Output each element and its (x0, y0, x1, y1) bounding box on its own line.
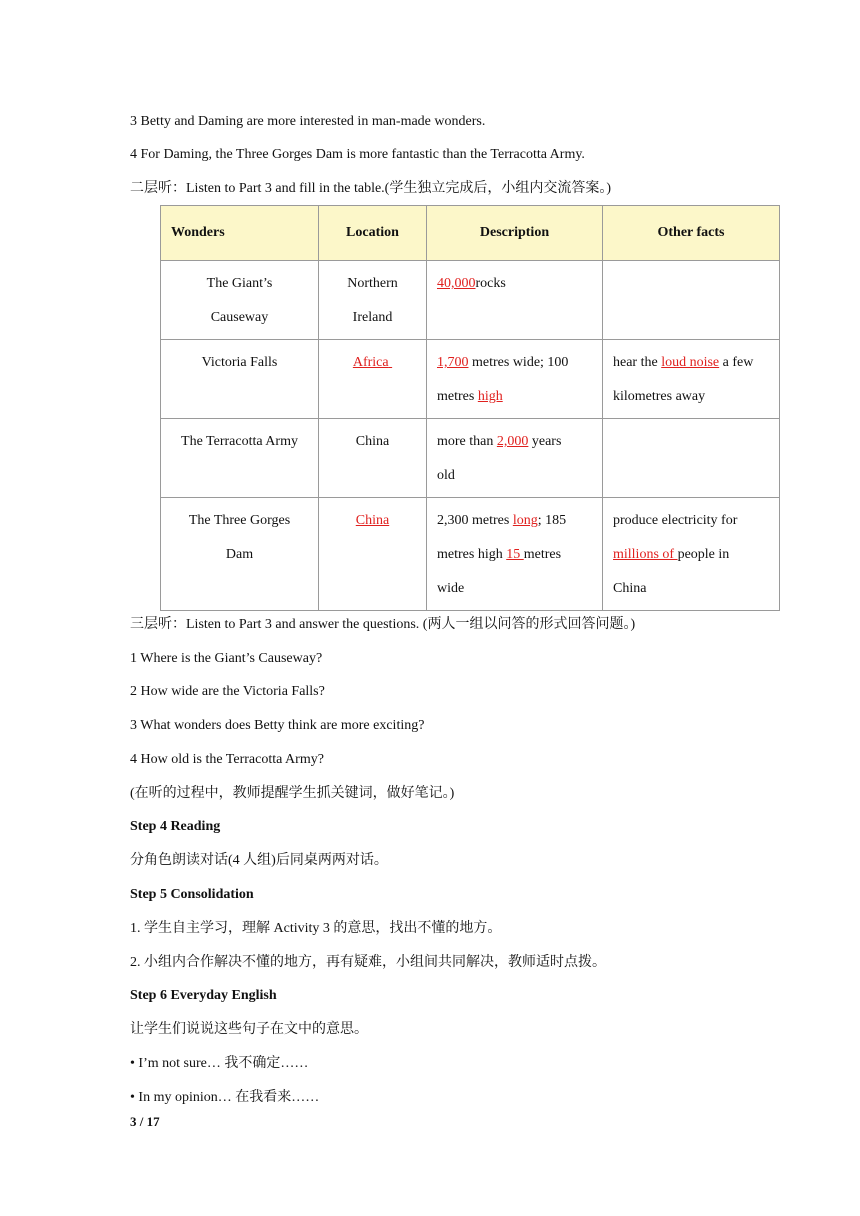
step5-heading: Step 5 Consolidation (130, 887, 254, 902)
step4-heading: Step 4 Reading (130, 819, 221, 834)
step6-text: 让学生们说说这些句子在文中的意思。 (130, 1022, 368, 1037)
question-1: 1 Where is the Giant’s Causeway? (130, 651, 323, 666)
cell-description: 2,300 metres long; 185 metres high 15 metres wide (427, 498, 603, 611)
cell-location: China (319, 419, 427, 498)
answer-blank: 1,700 (437, 355, 469, 370)
cell-location: Northern Ireland (319, 261, 427, 340)
cell-other-facts: hear the loud noise a few kilometres away (603, 340, 780, 419)
third-listen-instruction: 三层听：Listen to Part 3 and answer the questions. (两人一组以问答的形式回答问题。) (130, 617, 636, 632)
cell-wonder: The Giant’s Causeway (161, 261, 319, 340)
question-3: 3 What wonders does Betty think are more exciting? (130, 718, 425, 733)
answer-blank: high (477, 389, 503, 404)
answer-blank: Africa (352, 355, 389, 370)
cell-description: more than 2,000 years old (427, 419, 603, 498)
header-location: Location (319, 206, 427, 261)
teacher-note: (在听的过程中，教师提醒学生抓关键词，做好笔记。) (130, 786, 455, 801)
page-number: 3 / 17 (130, 1114, 160, 1129)
answer-blank: long (512, 513, 538, 528)
cell-wonder: The Three Gorges Dam (161, 498, 319, 611)
statement-3: 3 Betty and Daming are more interested in man-made wonders. (130, 114, 486, 129)
answer-blank: 15 (506, 547, 524, 562)
table-row (161, 261, 780, 340)
cell-wonder: The Terracotta Army (161, 419, 319, 498)
table-row (161, 340, 780, 419)
statement-4: 4 For Daming, the Three Gorges Dam is more fantastic than the Terracotta Army. (130, 147, 585, 162)
answer-blank: 2,000 (496, 434, 529, 449)
header-description: Description (427, 206, 603, 261)
step4-text: 分角色朗读对话(4 人组)后同桌两两对话。 (130, 853, 388, 868)
table-row (161, 419, 780, 498)
table-row (161, 498, 780, 611)
question-4: 4 How old is the Terracotta Army? (130, 752, 324, 767)
cell-description: 1,700 metres wide; 100 metres high (427, 340, 603, 419)
cell-wonder: Victoria Falls (161, 340, 319, 419)
cell-other-facts (603, 419, 780, 498)
cell-other-facts (603, 261, 780, 340)
answer-blank: loud noise (661, 355, 720, 370)
step6-heading: Step 6 Everyday English (130, 988, 277, 1003)
answer-blank: 40,000 (437, 276, 476, 291)
answer-blank: millions of (613, 547, 678, 562)
step5-item-1: 1. 学生自主学习，理解 Activity 3 的意思，找出不懂的地方。 (130, 921, 502, 936)
cell-description: 40,000rocks (427, 261, 603, 340)
question-2: 2 How wide are the Victoria Falls? (130, 684, 325, 699)
cell-location (319, 498, 427, 611)
cell-other-facts: produce electricity for millions of people in China (603, 498, 780, 611)
answer-blank: China (355, 513, 390, 528)
header-other-facts: Other facts (603, 206, 780, 261)
wonders-table (160, 205, 780, 611)
step5-item-2: 2. 小组内合作解决不懂的地方，再有疑难，小组间共同解决，教师适时点拨。 (130, 955, 606, 970)
step6-bullet-2: • In my opinion… 在我看来…… (130, 1090, 320, 1105)
second-listen-instruction: 二层听：Listen to Part 3 and fill in the table.(学生独立完成后，小组内交流答案。) (130, 181, 612, 196)
table-header-row (161, 206, 780, 261)
cell-location (319, 340, 427, 419)
step6-bullet-1: • I’m not sure… 我不确定…… (130, 1056, 309, 1071)
header-wonders: Wonders (161, 206, 319, 261)
